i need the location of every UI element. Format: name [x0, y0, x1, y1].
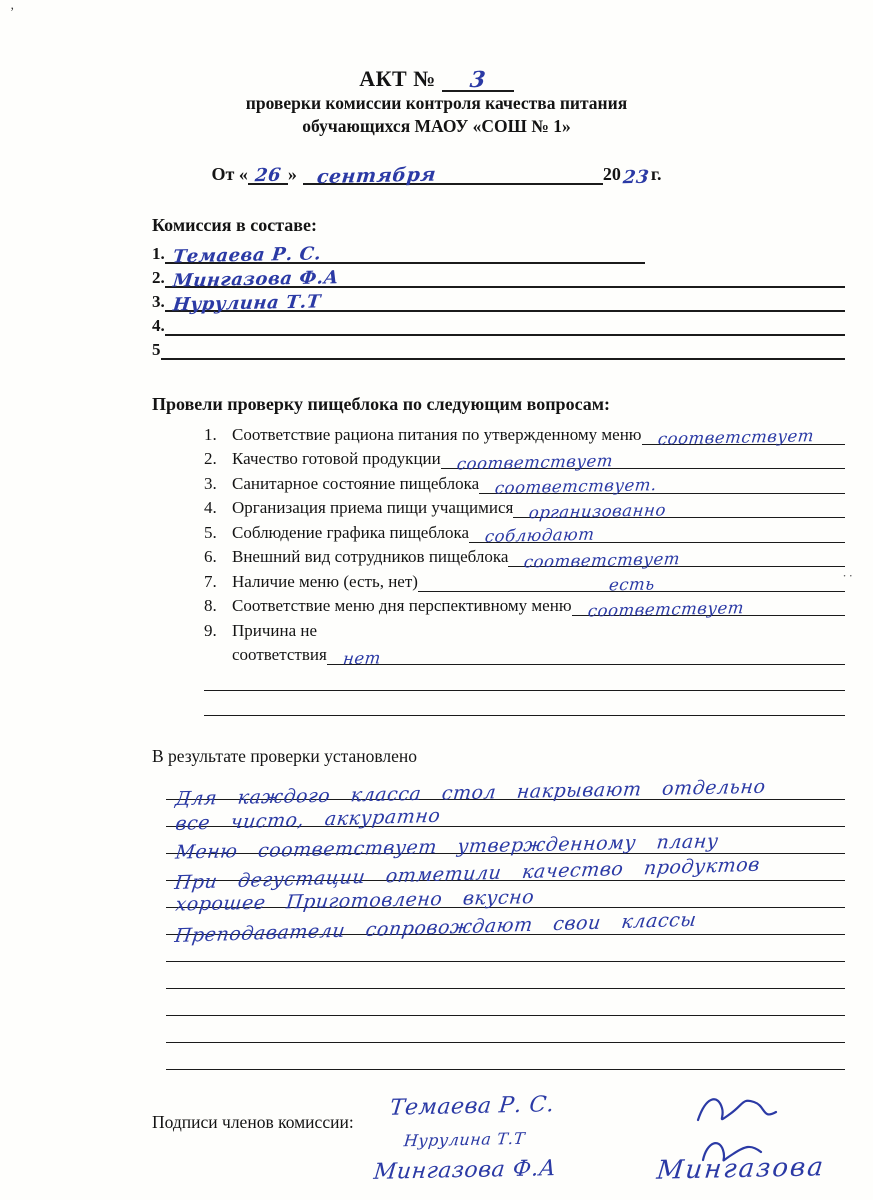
document-subtitle-1: проверки комиссии контроля качества питания [245, 93, 628, 113]
results-heading: В результате проверки установлено [152, 746, 418, 766]
answer-line [508, 548, 845, 571]
date-from-label: От « [211, 164, 248, 184]
question-number: 7. [204, 571, 217, 591]
handwritten-answer: соответствует. [494, 475, 658, 498]
document-title [0, 66, 873, 92]
question-number: 9. [204, 620, 217, 640]
member-number: 5 [152, 340, 161, 359]
document-subtitle-2: обучающихся МАОУ «СОШ № 1» [302, 116, 571, 136]
question-row-continuation [152, 641, 845, 666]
member-number: 1. [152, 244, 165, 263]
handwritten-member-name: Мингазова Ф.А [171, 267, 340, 292]
handwritten-answer: соответствует [656, 426, 815, 449]
handwritten-month: сентября [315, 163, 438, 189]
question-number: 6. [204, 547, 217, 566]
commission-member-row [152, 264, 845, 292]
question-row [152, 469, 845, 498]
handwritten-result: Меню соответствует утвержденному плану [174, 830, 720, 864]
document-header [0, 0, 873, 189]
questions-heading: Провели проверку пищеблока по следующим вопросам: [152, 394, 611, 414]
question-row [152, 616, 845, 641]
question-label: Соблюдение графика пищеблока [232, 522, 470, 542]
scan-artifact: ·· [842, 568, 855, 583]
date-month-slot [303, 163, 603, 189]
signatures-section [152, 1094, 845, 1200]
signatures-heading: Подписи членов комиссии: [152, 1112, 354, 1132]
commission-member-row [152, 288, 845, 316]
answer-line [642, 426, 846, 449]
handwritten-signature-name: Темаева Р. С. [388, 1092, 556, 1121]
question-label: Организация приема пищи учащимися [232, 498, 514, 517]
handwritten-answer: организованно [528, 499, 668, 522]
question-row [152, 420, 845, 449]
answer-line [469, 524, 845, 546]
handwritten-day: 26 [253, 164, 283, 187]
commission-heading: Комиссия в составе: [152, 215, 317, 235]
question-label: Соответствие рациона питания по утвержденному меню [232, 424, 642, 444]
handwritten-result: При дегустации отметили качество продуктов [173, 853, 762, 894]
handwritten-result: все чисто, аккуратно [174, 804, 442, 835]
date-year-prefix: 20 [602, 164, 621, 184]
commission-member-row [152, 336, 845, 360]
question-row [152, 567, 845, 595]
answer-line [418, 574, 845, 595]
answer-line [327, 647, 845, 668]
handwritten-answer: соответствует [455, 450, 614, 473]
handwritten-signature-name: Нурулина Т.Т [402, 1128, 527, 1151]
inspection-questions-section [152, 394, 845, 716]
question-number: 8. [204, 596, 217, 615]
commission-member-row [152, 240, 845, 268]
title-prefix: АКТ № [359, 66, 436, 91]
handwritten-answer: есть [607, 574, 656, 595]
question-label: Внешний вид сотрудников пищеблока [232, 547, 509, 566]
date-quote-close: » [287, 164, 297, 184]
handwritten-answer: соответствует [523, 548, 682, 571]
answer-line [479, 475, 845, 498]
question-number: 3. [204, 473, 217, 493]
question-label: Санитарное состояние пищеблока [232, 473, 480, 493]
question-row [152, 592, 845, 620]
act-number-slot [442, 66, 514, 94]
member-line [161, 358, 846, 360]
answer-line [572, 597, 845, 620]
handwritten-result: Преподаватели сопровождают свои классы [173, 908, 698, 947]
question-label-2: соответствия [232, 645, 327, 664]
handwritten-act-number: 3 [468, 66, 488, 94]
blank-result-line [166, 989, 845, 1016]
blank-line [204, 665, 845, 691]
blank-result-line [166, 1043, 845, 1070]
signature-squiggle-icon [692, 1090, 782, 1135]
handwritten-answer: нет [341, 647, 382, 668]
handwritten-year: 23 [621, 166, 651, 189]
handwritten-result: хорошее Приготовлено вкусно [174, 886, 536, 916]
answer-line [513, 499, 845, 522]
handwritten-member-name: Темаева Р. С. [171, 243, 323, 268]
member-line [165, 291, 845, 316]
answer-line [441, 450, 845, 473]
handwritten-result: Для каждого класса стол накрывают отдельно [174, 775, 767, 811]
date-year-suffix: г. [650, 164, 662, 184]
question-number: 5. [204, 522, 217, 542]
result-line [166, 773, 845, 811]
blank-line [204, 691, 845, 717]
scan-artifact: ’ [10, 4, 15, 19]
question-row [152, 543, 845, 571]
question-label: Качество готовой продукции [232, 449, 441, 468]
member-number: 3. [152, 292, 165, 311]
commission-member-row [152, 312, 845, 336]
signature-flourish: Мингазова [655, 1152, 827, 1186]
handwritten-member-name: Нурулина Т.Т [171, 291, 322, 316]
date-day-slot [248, 164, 288, 187]
question-number: 4. [204, 498, 217, 517]
question-row [152, 518, 845, 546]
handwritten-answer: соблюдают [484, 524, 596, 546]
member-line [165, 334, 845, 336]
results-section [152, 746, 845, 1070]
member-number: 4. [152, 316, 165, 335]
question-label: Соответствие меню дня перспективному меню [232, 596, 572, 615]
question-number: 2. [204, 449, 217, 468]
handwritten-signature-name: Мингазова Ф.А [372, 1156, 558, 1185]
member-line [165, 243, 645, 268]
question-row [152, 445, 845, 473]
member-number: 2. [152, 268, 165, 287]
question-label: Причина не [232, 620, 318, 640]
handwritten-answer: соответствует [586, 597, 745, 620]
blank-result-line [166, 962, 845, 989]
date-year-slot [621, 166, 651, 189]
blank-result-line [166, 1016, 845, 1043]
question-label: Наличие меню (есть, нет) [232, 571, 418, 591]
member-line [165, 267, 845, 292]
commission-section [152, 215, 845, 360]
question-number: 1. [204, 424, 217, 444]
date-line [0, 163, 873, 189]
